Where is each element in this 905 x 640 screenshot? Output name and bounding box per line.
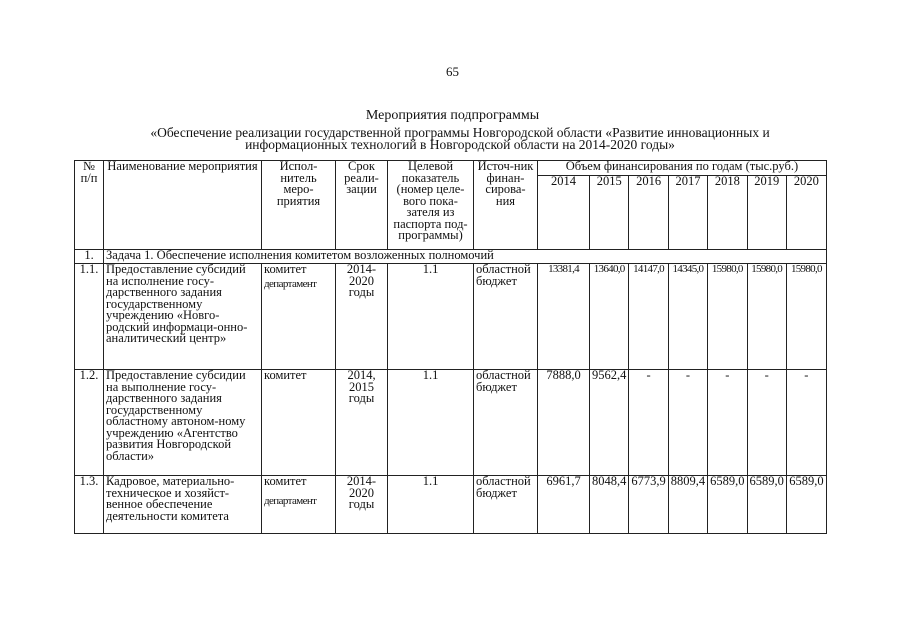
row-source: областной бюджет xyxy=(474,476,538,534)
row-value: 15980,0 xyxy=(786,264,826,370)
row-value: - xyxy=(629,370,668,476)
task-row xyxy=(75,250,827,264)
table-row xyxy=(75,370,827,476)
row-source: областной бюджет xyxy=(474,370,538,476)
row-value: 6589,0 xyxy=(747,476,786,534)
row-term: 2014-2020 годы xyxy=(336,476,388,534)
header-row xyxy=(75,161,827,176)
task-num: 1. xyxy=(75,250,104,264)
table-row xyxy=(75,476,827,534)
row-executor-line: комитет xyxy=(264,475,307,488)
row-value: 8809,4 xyxy=(668,476,707,534)
header-num: № п/п xyxy=(75,161,104,250)
row-name: Кадровое, материально-техническое и хозяйст-венное обеспечение деятельности комитета xyxy=(104,476,262,534)
row-value: - xyxy=(708,370,747,476)
row-value: 7888,0 xyxy=(538,370,590,476)
row-term: 2014-2020 годы xyxy=(336,264,388,370)
row-executor: комитет xyxy=(262,370,336,476)
header-term: Срок реали-зации xyxy=(336,161,388,250)
row-value: 15980,0 xyxy=(747,264,786,370)
row-target: 1.1 xyxy=(388,476,474,534)
row-value: 6961,7 xyxy=(538,476,590,534)
row-num: 1.2. xyxy=(75,370,104,476)
row-value: 15980,0 xyxy=(708,264,747,370)
row-value: 6589,0 xyxy=(708,476,747,534)
row-source: областной бюджет xyxy=(474,264,538,370)
row-value: 6589,0 xyxy=(786,476,826,534)
row-value: 9562,4 xyxy=(590,370,629,476)
row-name: Предоставление субсидий на исполнение госу-дарственного задания государственному учреждению «Новго-родский информаци-онно-аналитический центр» xyxy=(104,264,262,370)
row-executor-line: департамент xyxy=(264,494,317,507)
row-value: - xyxy=(668,370,707,476)
table-row xyxy=(75,264,827,370)
header-year: 2016 xyxy=(629,176,668,250)
header-source: Источ-ник финан-сирова-ния xyxy=(474,161,538,250)
row-value: 13640,0 xyxy=(590,264,629,370)
row-executor xyxy=(262,264,336,370)
header-executor: Испол-нитель меро-приятия xyxy=(262,161,336,250)
header-year: 2019 xyxy=(747,176,786,250)
row-value: 14147,0 xyxy=(629,264,668,370)
header-year: 2017 xyxy=(668,176,707,250)
row-num: 1.1. xyxy=(75,264,104,370)
row-target: 1.1 xyxy=(388,370,474,476)
header-year: 2015 xyxy=(590,176,629,250)
header-year: 2020 xyxy=(786,176,826,250)
header-volume: Объем финансирования по годам (тыс.руб.) xyxy=(538,161,827,176)
row-value: 14345,0 xyxy=(668,264,707,370)
row-executor-line: департамент xyxy=(264,277,317,290)
page-title: Мероприятия подпрограммы xyxy=(365,108,540,123)
page-subtitle: «Обеспечение реализации государственной программы Новгородской области «Развитие инновационных и информационных технологий в Новгородской области на 2014-2020 годы» xyxy=(150,125,770,152)
row-target: 1.1 xyxy=(388,264,474,370)
row-executor-line: комитет xyxy=(264,263,307,276)
header-target: Целевой показатель (номер целе-вого пока-зателя из паспорта под-программы) xyxy=(388,161,474,250)
header-year: 2014 xyxy=(538,176,590,250)
row-num: 1.3. xyxy=(75,476,104,534)
header-name: Наименование мероприятия xyxy=(104,161,262,250)
row-value: 6773,9 xyxy=(629,476,668,534)
header-year: 2018 xyxy=(708,176,747,250)
row-executor xyxy=(262,476,336,534)
task-text: Задача 1. Обеспечение исполнения комитетом возложенных полномочий xyxy=(104,250,827,264)
row-name: Предоставление субсидии на выполнение госу-дарственного задания государственному областному автоном-ному учреждению «Агентство развития Новгородской области» xyxy=(104,370,262,476)
row-term: 2014, 2015 годы xyxy=(336,370,388,476)
row-value: 8048,4 xyxy=(590,476,629,534)
activities-table xyxy=(74,160,827,534)
page-number: 65 xyxy=(446,64,459,79)
row-value: - xyxy=(747,370,786,476)
row-value: 13381,4 xyxy=(538,264,590,370)
row-value: - xyxy=(786,370,826,476)
